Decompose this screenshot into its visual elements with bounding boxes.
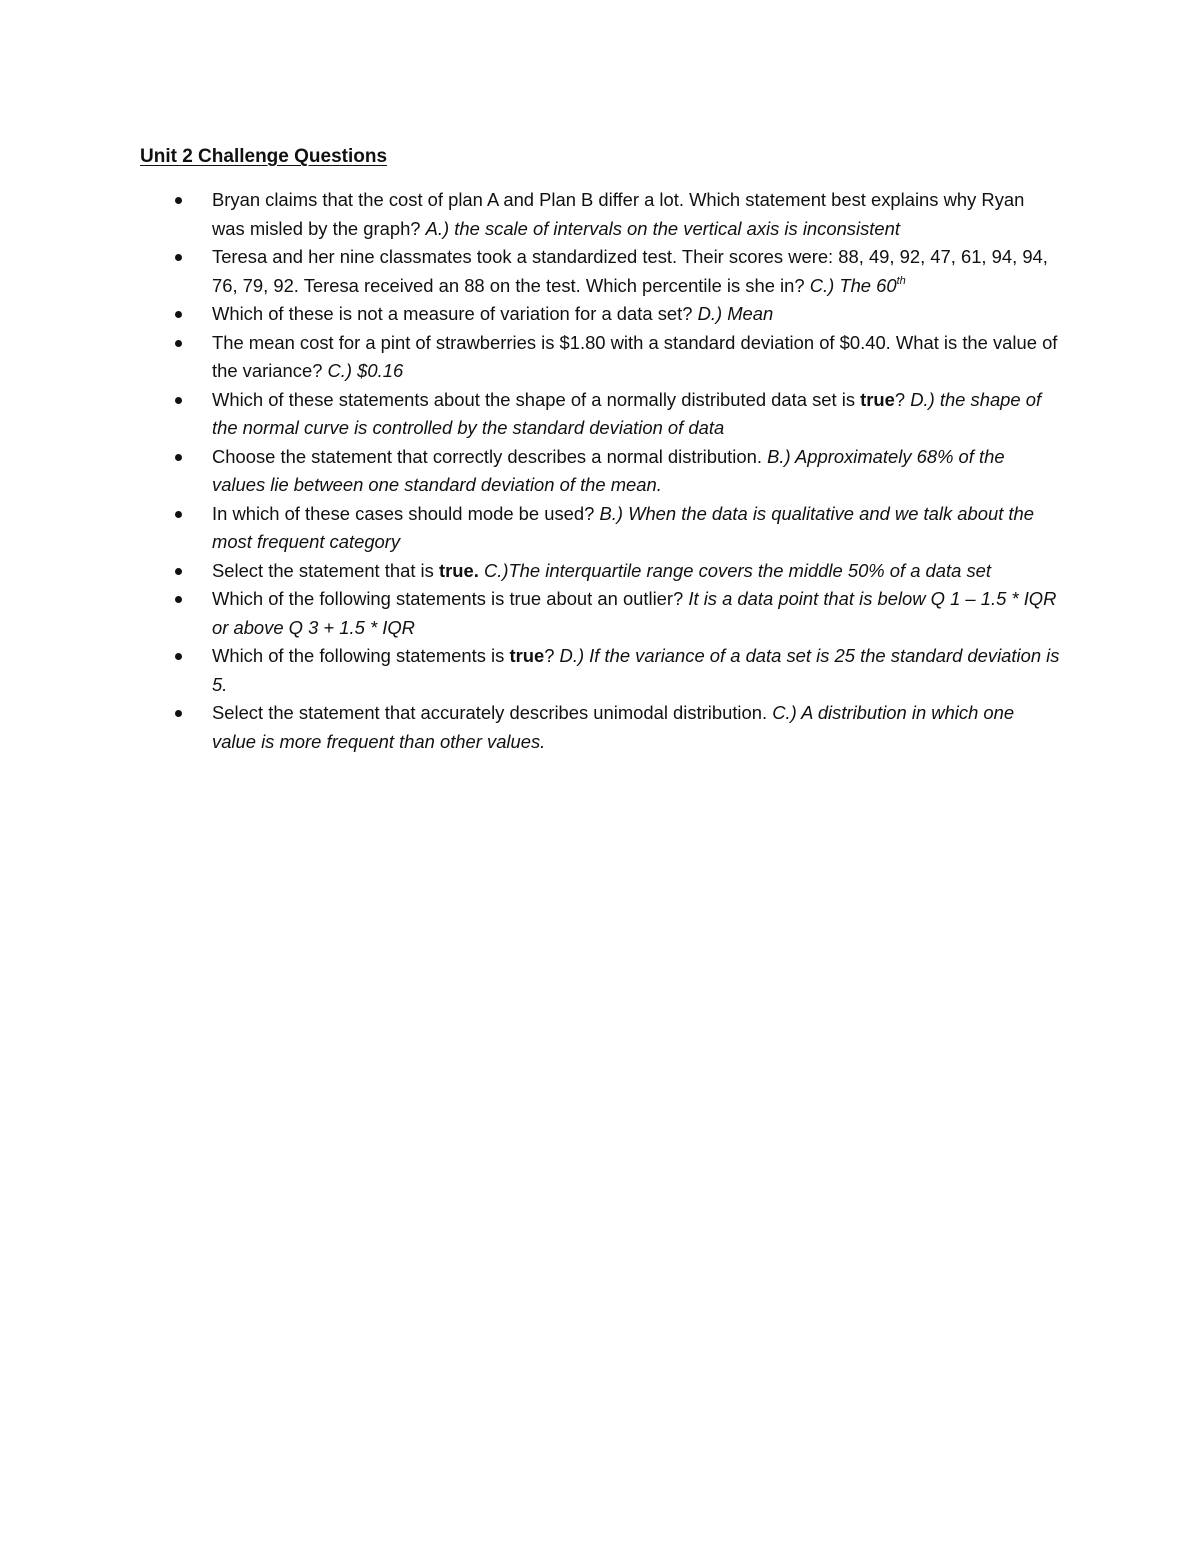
question-list xyxy=(212,186,1062,756)
question-text: Which of these statements about the shape of a normally distributed data set is xyxy=(212,388,861,410)
question-text: Bryan claims that the cost of plan A and Plan B differ a lot. Which statement best explains why Ryan was misled by the graph? xyxy=(212,189,1025,239)
answer-text: A.) the scale of intervals on the vertical axis is inconsistent xyxy=(425,217,900,239)
question-item-2 xyxy=(212,243,1062,300)
bullet-icon xyxy=(175,311,182,318)
answer-text: C.) A distribution in which one value is more frequent than other values. xyxy=(212,702,1015,752)
answer-text: C.) $0.16 xyxy=(327,360,404,381)
question-item-10 xyxy=(212,642,1062,699)
answer-text: D.) the shape of the normal curve is controlled by the standard deviation of data xyxy=(212,388,1042,438)
question-item-1 xyxy=(212,186,1062,243)
answer-text: It is a data point that is below Q 1 – 1.5 * IQR or above Q 3 + 1.5 * IQR xyxy=(212,588,1057,638)
bullet-icon xyxy=(175,197,182,204)
answer-text: C.) The 60 xyxy=(809,274,897,296)
answer-text: B.) When the data is qualitative and we talk about the most frequent category xyxy=(212,502,1034,552)
question-text: In which of these cases should mode be used? xyxy=(212,502,600,524)
bullet-icon xyxy=(175,596,182,603)
question-text-end: ? xyxy=(544,645,560,666)
question-item-5 xyxy=(212,386,1062,443)
emphasis-text: true xyxy=(860,388,895,410)
question-text: Select the statement that is xyxy=(212,559,439,581)
bullet-icon xyxy=(175,254,182,261)
question-item-7 xyxy=(212,500,1062,557)
question-text: Select the statement that accurately describes unimodal distribution. xyxy=(212,702,773,723)
bullet-icon xyxy=(175,454,182,461)
bullet-icon xyxy=(175,568,182,575)
bullet-icon xyxy=(175,653,182,660)
bullet-icon xyxy=(175,511,182,518)
bullet-icon xyxy=(175,340,182,347)
emphasis-text: true xyxy=(509,645,545,666)
bullet-icon xyxy=(175,710,182,717)
answer-text: C.)The interquartile range covers the middle 50% of a data set xyxy=(483,559,991,581)
answer-text: D.) If the variance of a data set is 25 the standard deviation is 5. xyxy=(212,645,1060,695)
question-item-8 xyxy=(212,557,1062,586)
question-text: Which of the following statements is xyxy=(212,645,510,666)
question-item-11 xyxy=(212,699,1062,756)
question-item-9 xyxy=(212,585,1062,642)
question-item-3 xyxy=(212,300,1062,329)
emphasis-text: true. xyxy=(438,559,479,581)
question-item-4 xyxy=(212,329,1062,386)
answer-text: B.) Approximately 68% of the values lie between one standard deviation of the mean. xyxy=(212,445,1005,495)
question-text: Which of the following statements is true about an outlier? xyxy=(212,588,689,609)
question-text-end: ? xyxy=(894,388,911,410)
question-text: Teresa and her nine classmates took a standardized test. Their scores were: 88, 49, 92, 47, 61, 94, 94, 76, 79, 92. Teresa received an 88 on the test. Which percentile is she in? xyxy=(212,246,1048,296)
bullet-icon xyxy=(175,397,182,404)
page-title: Unit 2 Challenge Questions xyxy=(140,146,388,167)
answer-superscript: th xyxy=(896,274,906,287)
question-text: The mean cost for a pint of strawberries is $1.80 with a standard deviation of $0.40. What is the value of the variance? xyxy=(212,331,1058,381)
question-item-6 xyxy=(212,443,1062,500)
question-text: Choose the statement that correctly describes a normal distribution. xyxy=(212,445,768,467)
answer-text: D.) Mean xyxy=(697,303,774,324)
question-text: Which of these is not a measure of variation for a data set? xyxy=(212,303,698,324)
